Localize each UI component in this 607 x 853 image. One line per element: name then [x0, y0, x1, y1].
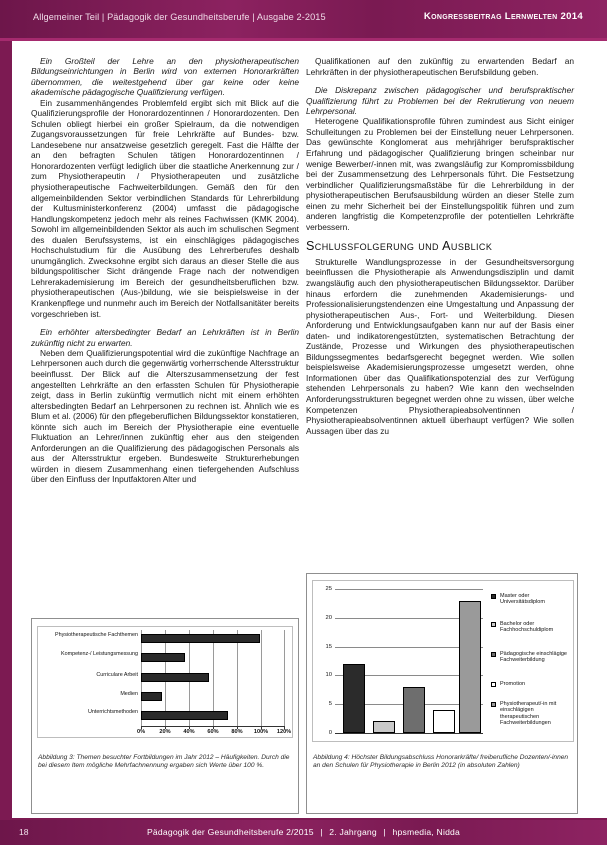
left-paragraph-1: Ein zusammenhängendes Problemfeld ergibt sich mit Blick auf die Qualifizierungsprofile der Honorardozentinnen / Honorardozenten. Den Schulen obliegt hierbei ein großer Spielraum, da die notwendigen Zugangsvoraussetzungen für freie Lehrkräfte auf Bundes- bzw. Landesebene nur ansatzweise gesetzlich geregelt. Fast die Hälfte der an den befragten Schulen tätigen Honorardozentinnen / Honorardozenten verfügt lediglich über die staatliche Anerkennung zur / zum Physiotherapeutin / Physiotherapeuten und zusätzliche physiotherapeutische Fachweiterbildungen. Gemäß den für den allgemeinbildenden Sektor verbindlichen Standards für Lehrerbildung der Kultusministerkonferenz (2004) umfasst die pädagogische Handlungskompetenz jedoch mehr als reines Fachwissen (KMK 2004). Sowohl im allgemeinbildenden Sektor als auch im schulischen Segment des dualen Berufssystems, ist ein einschlägiges pädagogisches Hochschulstudium für die Ausübung des Lehrerberufes deshalb unumgänglich. Zwecksohne ergibt sich daraus an dieser Stelle die aus bildungspolitischer Sicht drängende Frage nach der notwendigen Lehrerakademisierung im Bereich der gesundheitsberuflichen bzw. physiotherapeutischen (Aus-)bildung, wie sie beispielsweise in der Krankenpflege und nunmehr auch im Bereich der Notfallsanitäter bereits vorgeschrieben ist.	[31, 97, 299, 319]
figure-3-bar-4	[141, 711, 228, 720]
left-pullquote-2: Ein erhöhter altersbedingter Bedarf an Lehrkräften ist in Berlin zukünftig nicht zu erwarten.	[31, 327, 299, 348]
legend-swatch-icon-4	[491, 702, 496, 707]
figure-3-bar-0	[141, 634, 260, 643]
footer-sep-2: |	[383, 827, 386, 837]
footer-journal: Pädagogik der Gesundheitsberufe 2/2015	[146, 827, 314, 837]
page-left-spine	[0, 41, 12, 833]
left-pullquote-1: Ein Großteil der Lehre an den physiotherapeutischen Bildungseinrichtungen in Berlin wird von externen Honorarkräften übernommen, die weitestgehend über gar keine oder keine akademische pädagogische Qualifizierung verfügen.	[31, 56, 299, 98]
header-breadcrumb: Allgemeiner Teil | Pädagogik der Gesundheitsberufe | Ausgabe 2-2015	[33, 12, 326, 22]
figure-4-ticklabel-0: 0	[328, 730, 332, 736]
footer-imprint	[0, 827, 607, 837]
figure-3-label-3: Medien	[120, 691, 138, 697]
page-number: 18	[19, 827, 29, 837]
legend-item-4	[491, 701, 571, 727]
legend-label-3: Promotion	[500, 681, 526, 687]
figure-3-category-labels	[38, 630, 140, 730]
legend-swatch-icon-3	[491, 682, 496, 687]
legend-swatch-icon-1	[491, 622, 496, 627]
figure-4-plot-area	[325, 586, 483, 736]
figure-4-bar-4	[459, 601, 481, 733]
figure-3-ticklabel-6: 120%	[276, 729, 292, 735]
figure-4-caption: Abbildung 4: Höchster Bildungsabschluss Honorarkräfte/ freiberufliche Dozenten/-innen an den Schulen für Physiotherapie in Berlin 2012 (in absoluten Zahlen)	[313, 754, 569, 769]
figure-3-ticklabel-2: 40%	[183, 729, 195, 735]
gridline-100	[261, 630, 262, 726]
figure-3-bar-1	[141, 653, 185, 662]
figure-4-ticklabel-5: 25	[325, 586, 332, 592]
section-heading-schlussfolgerung: Schlussfolgerung und Ausblick	[306, 239, 493, 254]
header-rule	[0, 38, 607, 41]
figure-3-ticklabel-0: 0%	[136, 729, 146, 735]
gridline-25	[325, 586, 483, 592]
figure-3-ticklabel-5: 100%	[253, 729, 269, 735]
gridline-80	[237, 630, 238, 726]
legend-label-1: Bachelor oder Fachhochschuldiplom	[500, 621, 554, 634]
figure-4-bar-3	[433, 710, 455, 733]
figure-4-bar-1	[373, 721, 395, 733]
figure-3-label-2: Curriculare Arbeit	[96, 672, 138, 678]
legend-label-4: Physiotherapeut/-in mit einschlägigen therapeutischen Fachweiterbildungen	[500, 701, 557, 727]
figure-3-caption: Abbildung 3: Themen besuchter Fortbildungen im Jahr 2012 – Häufigkeiten. Durch die bei diesem Item mögliche Mehrfachnennung ergaben sich Werte über 100 %.	[38, 754, 290, 769]
left-paragraph-2: Neben dem Qualifizierungspotential wird die zukünftige Nachfrage an Lehrpersonen auch durch die gegenwärtig vorherrschende Altersstruktur beeinflusst. Der Blick auf die Alterszusammensetzung der fest angestellten Lehrkräfte an den erfassten Schulen für Physiotherapie zeigt, dass in Berlin zukünftig vermutlich nicht mit einem erhöhten altersbedingten Bedarf an Lehrpersonen zu rechnen ist. Ähnlich wie es Blum et al. (2006) für den pflegeberuflichen Bildungssektor konstatieren, könnte sich auch im Bereich der Physiotherapie eine eventuelle Fluktuation an Lehrer/innen zukünftig eher aus den steigenden Anforderungen an die Qualifizierung des pädagogischen Personals als aus der Altersstruktur ergeben. Bundesweite Strukturerhebungen würden in diesem Zusammenhang einen tiefergehenden Aufschluss über den Einfluss der Inputfaktoren Alter und	[31, 347, 299, 485]
figure-4-ticklabel-2: 10	[325, 672, 332, 679]
legend-item-0	[491, 593, 571, 606]
left-text-column	[31, 56, 299, 485]
paragraph-spacer	[31, 319, 299, 327]
right-pullquote-1: Die Diskrepanz zwischen pädagogischer und berufspraktischer Qualifizierung führt zu Problemen bei der Rekrutierung von neuem Lehrpersonal.	[306, 85, 574, 116]
figure-3-ticklabel-1: 20%	[159, 729, 171, 735]
figure-4-ticklabel-3: 15	[325, 643, 332, 650]
legend-label-2: Pädagogische einschlägige Fachweiterbildung	[500, 651, 567, 664]
figure-3-chart	[37, 626, 293, 738]
figure-3-bar-2	[141, 673, 209, 682]
footer-sep-1: |	[320, 827, 323, 837]
right-paragraph-1: Heterogene Qualifikationsprofile führen zumindest aus Sicht einiger Schulleitungen zu Problemen bei der Einstellung neuer Lehrpersonen. Das gewünschte Konglomerat aus mehrjähriger berufspraktischer Erfahrung und pädagogischer Qualifizierung bringen scheinbar nur wenige Bewerber/-innen mit, was zwangsläufig zur Kompromissbildung bei der Zusammensetzung des Lehrpersonals führt. Die Festsetzung verbindlicher Qualifizierungsmaßstäbe für die Lehrerbildung in der physiotherapeutischen Berufsausbildung würden an dieser Stelle zum einen zu mehr Sicherheit bei der Einstellungspolitik führen und zum anderen langfristig die Kompetenzprofile der potentiellen Lehrkräfte verbessern.	[306, 116, 574, 232]
legend-label-0: Master oder Universitätsdiplom	[500, 593, 545, 606]
figure-4-bar-2	[403, 687, 425, 733]
legend-swatch-icon-0	[491, 594, 496, 599]
figure-4-container	[306, 573, 578, 814]
figure-3-label-1: Kompetenz-/ Leistungsmessung	[60, 651, 138, 657]
right-paragraph-0: Qualifikationen auf den zukünftig zu erwartenden Bedarf an Lehrkräften in der physiotherapeutischen Berufsbildung geben.	[306, 56, 574, 77]
footer-publisher: hpsmedia, Nidda	[392, 827, 461, 837]
legend-swatch-icon-2	[491, 652, 496, 657]
gridline-120	[284, 630, 285, 726]
paragraph-spacer	[306, 77, 574, 85]
header-section-label: Kongressbeitrag Lernwelten 2014	[423, 11, 583, 22]
legend-item-3	[491, 681, 571, 687]
figure-4-ticklabel-4: 20	[325, 614, 332, 621]
right-text-column	[306, 56, 574, 436]
figure-4-ticklabel-1: 5	[328, 701, 332, 708]
figure-4-x-axis	[335, 733, 483, 734]
figure-4-chart	[312, 580, 574, 742]
figure-4-bar-0	[343, 664, 365, 733]
figure-3-label-0: Physiotherapeutische Fachthemen	[54, 632, 138, 638]
figure-3-plot-area	[141, 630, 285, 726]
figure-3-ticklabel-3: 60%	[207, 729, 219, 735]
legend-item-2	[491, 651, 571, 664]
figure-3-ticklabel-4: 80%	[231, 729, 243, 735]
figure-3-label-4: Unterrichtsmethoden	[87, 709, 138, 715]
legend-item-1	[491, 621, 571, 634]
figure-3-container	[31, 618, 299, 814]
figure-3-bar-3	[141, 692, 162, 701]
footer-volume: 2. Jahrgang	[329, 827, 377, 837]
right-paragraph-2: Strukturelle Wandlungsprozesse in der Gesundheitsversorgung beeinflussen die Physiotherapie als Anwendungsdisziplin und damit zwangsläufig auch den physiotherapeutischen Bildungssektor. Darüber hinaus erfordern die zunehmenden Akademisierungs- und Professionalisierungstendenzen eine Umgestaltung und Anpassung der physiotherapeutischen Aus-, Fort- und Weiterbildung. Diesen Anforderung und Entwicklungsaufgaben kann nur auf der Basis einer daten- und indikatorengestützten, systematischen Betrachtung der Zustände, Prozesse und Wirkungen des physiotherapeutischen Bildungssegmentes bedarfsgerecht begegnet werden. Wie sollen beispielsweise Akademisierungsprozesse umgesetzt werden, ohne Informationen über das Qualifikationspotenzial des zur Verfügung stehenden Lehrpersonals zu haben? Wie kann den wechselnden Anforderungsstrukturen begegnet werden ohne zu wissen, über welche Kompetenzen Physiotherapieabsolventinnen / Physiotherapieabsolventinnen aktuell überhaupt verfügen? Wie sollen Aussagen über das zu	[306, 256, 574, 436]
